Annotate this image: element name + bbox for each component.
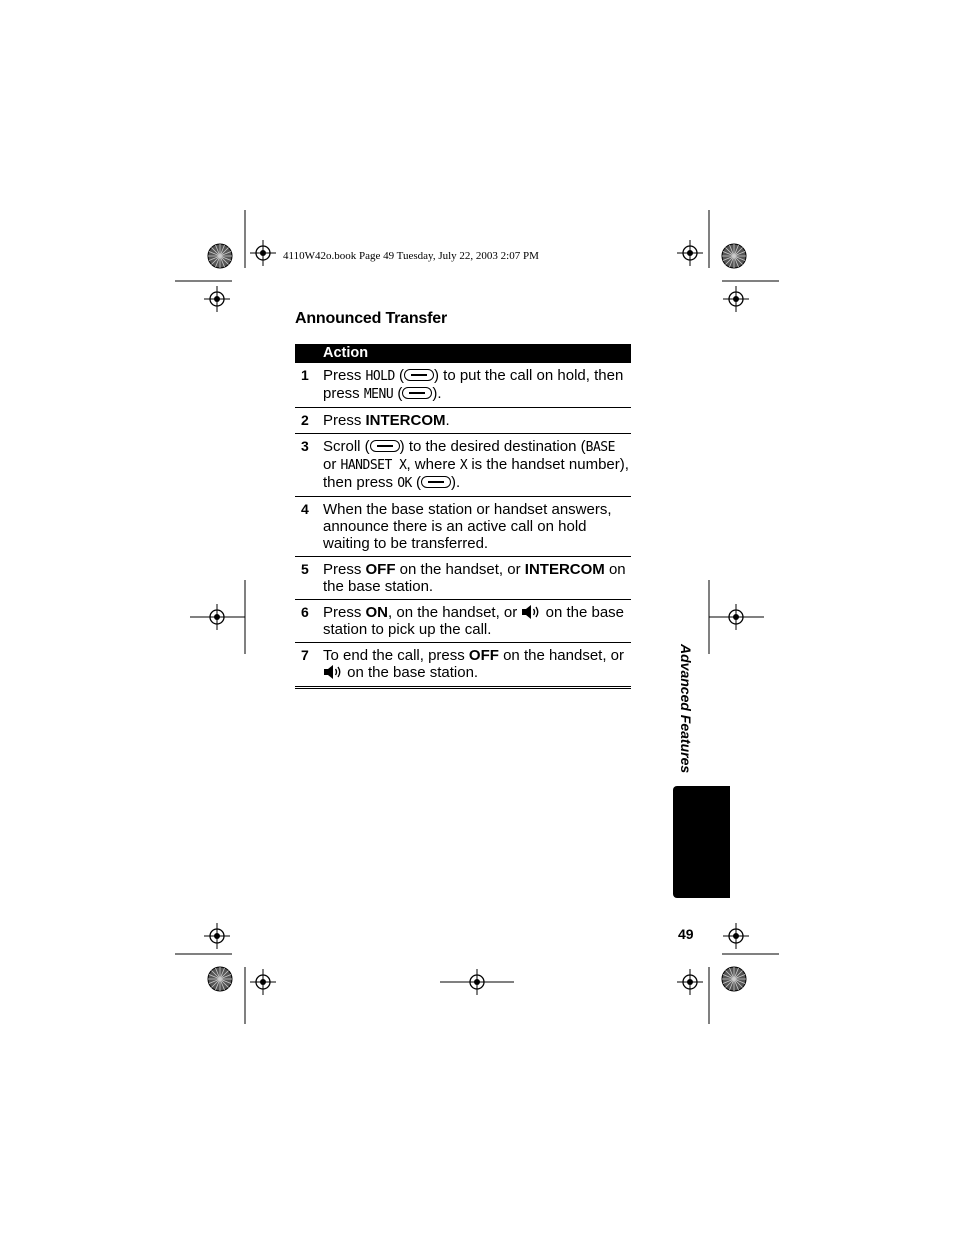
step-number: 5: [301, 561, 309, 577]
step-row-7: [295, 643, 631, 689]
step-number: 3: [301, 438, 309, 454]
rosette-mark-tr: [722, 244, 746, 268]
registration-mark: [204, 923, 230, 949]
step-text: Press HOLD ( ) to put the call on hold, then press MENU ( ).: [323, 367, 624, 402]
registration-mark: [723, 923, 749, 949]
softkey-icon: [421, 476, 451, 488]
rosette-mark-br: [722, 967, 746, 991]
rosette-mark-tl: [208, 244, 232, 268]
softkey-icon: [370, 440, 400, 452]
step-row-5: [295, 557, 631, 600]
page-number: 49: [678, 926, 694, 942]
step-number: 2: [301, 412, 309, 428]
registration-mark: [250, 240, 276, 266]
chapter-side-label: [676, 644, 696, 774]
step-text: Press ON, on the handset, or on the base station to pick up the call.: [323, 604, 625, 638]
section-title: Announced Transfer: [295, 310, 447, 327]
display-text-menu: MENU: [363, 387, 394, 402]
softkey-icon: [402, 387, 432, 399]
step-text: To end the call, press OFF on the handset, or on the base station.: [323, 647, 625, 681]
display-text-base: BASE: [585, 440, 615, 455]
speakerphone-icon: [521, 604, 541, 620]
key-intercom: INTERCOM: [524, 561, 605, 578]
registration-mark: [204, 286, 230, 312]
registration-mark: [250, 969, 276, 995]
registration-mark: [723, 286, 749, 312]
speakerphone-icon: [323, 664, 343, 680]
step-number: 7: [301, 647, 309, 663]
step-row-6: [295, 600, 631, 643]
softkey-icon: [404, 369, 434, 381]
key-on: ON: [365, 604, 389, 621]
file-info-header: 4110W42o.book Page 49 Tuesday, July 22, 2003 2:07 PM: [283, 250, 539, 262]
step-text: Press OFF on the handset, or INTERCOM on the base station.: [323, 561, 626, 595]
key-intercom: INTERCOM: [365, 412, 446, 429]
key-off: OFF: [468, 647, 499, 664]
step-row-2: [295, 408, 631, 434]
display-text-handset: HANDSET X: [340, 458, 407, 473]
display-text-x: X: [459, 458, 468, 473]
chapter-label-text: Advanced Features: [678, 644, 694, 774]
registration-mark: [677, 969, 703, 995]
chapter-tab: [673, 786, 730, 898]
rosette-mark-bl: [208, 967, 232, 991]
registration-mark: [677, 240, 703, 266]
step-number: 6: [301, 604, 309, 620]
display-text-ok: OK: [397, 476, 412, 491]
step-text: When the base station or handset answers, announce there is an active call on hold waiting to be transferred.: [323, 501, 612, 552]
step-text: Scroll ( ) to the desired destination (BASE or HANDSET X, where X is the handset number), then press OK ( ).: [323, 438, 629, 491]
step-text: Press INTERCOM.: [323, 412, 450, 429]
step-number: 4: [301, 501, 309, 517]
step-row-4: [295, 497, 631, 557]
key-off: OFF: [365, 561, 396, 578]
table-header-action: Action: [295, 344, 631, 363]
display-text-hold: HOLD: [365, 369, 395, 384]
action-table: [295, 344, 631, 689]
step-number: 1: [301, 367, 309, 383]
step-row-1: [295, 363, 631, 408]
step-row-3: [295, 434, 631, 497]
